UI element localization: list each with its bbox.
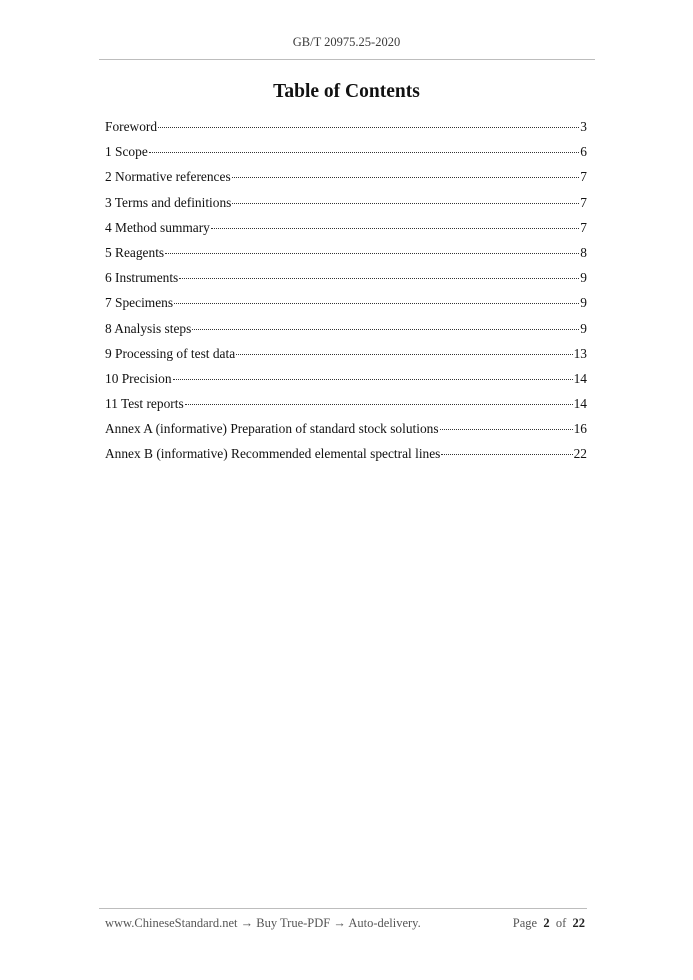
toc-entry-page: 9 xyxy=(580,295,587,311)
toc-entry-page: 7 xyxy=(580,219,587,235)
toc-entry-precision[interactable] xyxy=(105,370,587,395)
toc-entry-instruments[interactable] xyxy=(105,269,587,294)
toc-entry-terms-and-definitions[interactable] xyxy=(105,194,587,219)
toc-entry-label: 10 Precision xyxy=(105,370,172,386)
arrow-right-icon: → xyxy=(333,916,346,930)
dot-leader xyxy=(158,127,579,128)
toc-entry-test-reports[interactable] xyxy=(105,395,587,420)
buy-true-pdf-link[interactable]: Buy True-PDF xyxy=(256,916,331,930)
toc-entry-label: 2 Normative references xyxy=(105,169,231,185)
dot-leader xyxy=(232,177,580,178)
toc-entry-page: 22 xyxy=(573,446,587,462)
toc-entry-page: 16 xyxy=(573,421,587,437)
page-word: Page xyxy=(512,916,538,930)
standard-code: GB/T 20975.25-2020 xyxy=(292,35,401,49)
toc-entry-processing-of-test-data[interactable] xyxy=(105,345,587,370)
toc-entry-page: 8 xyxy=(580,244,587,260)
toc-entry-page: 7 xyxy=(580,169,587,185)
total-pages-number: 22 xyxy=(572,916,585,930)
dot-leader xyxy=(173,379,573,380)
toc-entry-page: 6 xyxy=(580,144,587,160)
toc-entry-label: Annex A (informative) Preparation of standard stock solutions xyxy=(105,421,439,437)
toc-entry-page: 3 xyxy=(580,119,587,134)
dot-leader xyxy=(192,329,579,330)
of-word: of xyxy=(555,916,567,930)
toc-entry-specimens[interactable] xyxy=(105,294,587,319)
dot-leader xyxy=(149,152,580,153)
toc-entry-reagents[interactable] xyxy=(105,244,587,269)
toc-entry-label: 11 Test reports xyxy=(105,396,184,412)
toc-entry-analysis-steps[interactable] xyxy=(105,320,587,345)
toc-entry-page: 9 xyxy=(580,320,587,336)
toc-entry-label: 1 Scope xyxy=(105,144,148,160)
site-link[interactable]: www.ChineseStandard.net xyxy=(105,916,238,930)
toc-entry-label: 7 Specimens xyxy=(105,295,174,311)
toc-entry-label: 9 Processing of test data xyxy=(105,345,236,361)
toc-entry-page: 9 xyxy=(580,270,587,286)
toc-entry-label: 8 Analysis steps xyxy=(105,320,192,336)
arrow-right-icon: → xyxy=(240,916,254,930)
footer-promo xyxy=(105,916,421,931)
toc-entry-scope[interactable] xyxy=(105,143,587,168)
dot-leader xyxy=(174,303,579,304)
toc-entry-annex-b[interactable] xyxy=(105,445,587,470)
current-page-number: 2 xyxy=(543,916,550,930)
dot-leader xyxy=(185,404,573,405)
toc-entry-method-summary[interactable] xyxy=(105,219,587,244)
toc-entry-page: 13 xyxy=(573,345,587,361)
dot-leader xyxy=(232,203,579,204)
dot-leader xyxy=(179,278,579,279)
toc-entry-page: 14 xyxy=(573,396,587,412)
toc-entry-label: Annex B (informative) Recommended elemental spectral lines xyxy=(105,446,441,462)
dot-leader xyxy=(236,354,572,355)
dot-leader xyxy=(441,454,572,455)
toc-entry-label: 6 Instruments xyxy=(105,270,179,286)
table-of-contents xyxy=(105,118,587,471)
header-divider xyxy=(99,59,595,60)
footer-divider xyxy=(99,908,587,909)
toc-entry-label: 5 Reagents xyxy=(105,244,165,260)
dot-leader xyxy=(440,429,573,430)
toc-entry-page: 14 xyxy=(573,370,587,386)
toc-entry-page: 7 xyxy=(580,194,587,210)
dot-leader xyxy=(165,253,579,254)
toc-entry-label: 3 Terms and definitions xyxy=(105,194,232,210)
toc-entry-label: Foreword xyxy=(105,119,158,134)
dot-leader xyxy=(211,228,579,229)
toc-entry-normative-references[interactable] xyxy=(105,168,587,193)
auto-delivery-text: Auto-delivery. xyxy=(348,916,421,930)
toc-entry-foreword[interactable] xyxy=(105,118,587,143)
toc-entry-annex-a[interactable] xyxy=(105,420,587,445)
page-title: Table of Contents xyxy=(273,81,420,102)
toc-entry-label: 4 Method summary xyxy=(105,219,210,235)
page-indicator xyxy=(513,916,585,931)
document-header xyxy=(0,35,693,50)
